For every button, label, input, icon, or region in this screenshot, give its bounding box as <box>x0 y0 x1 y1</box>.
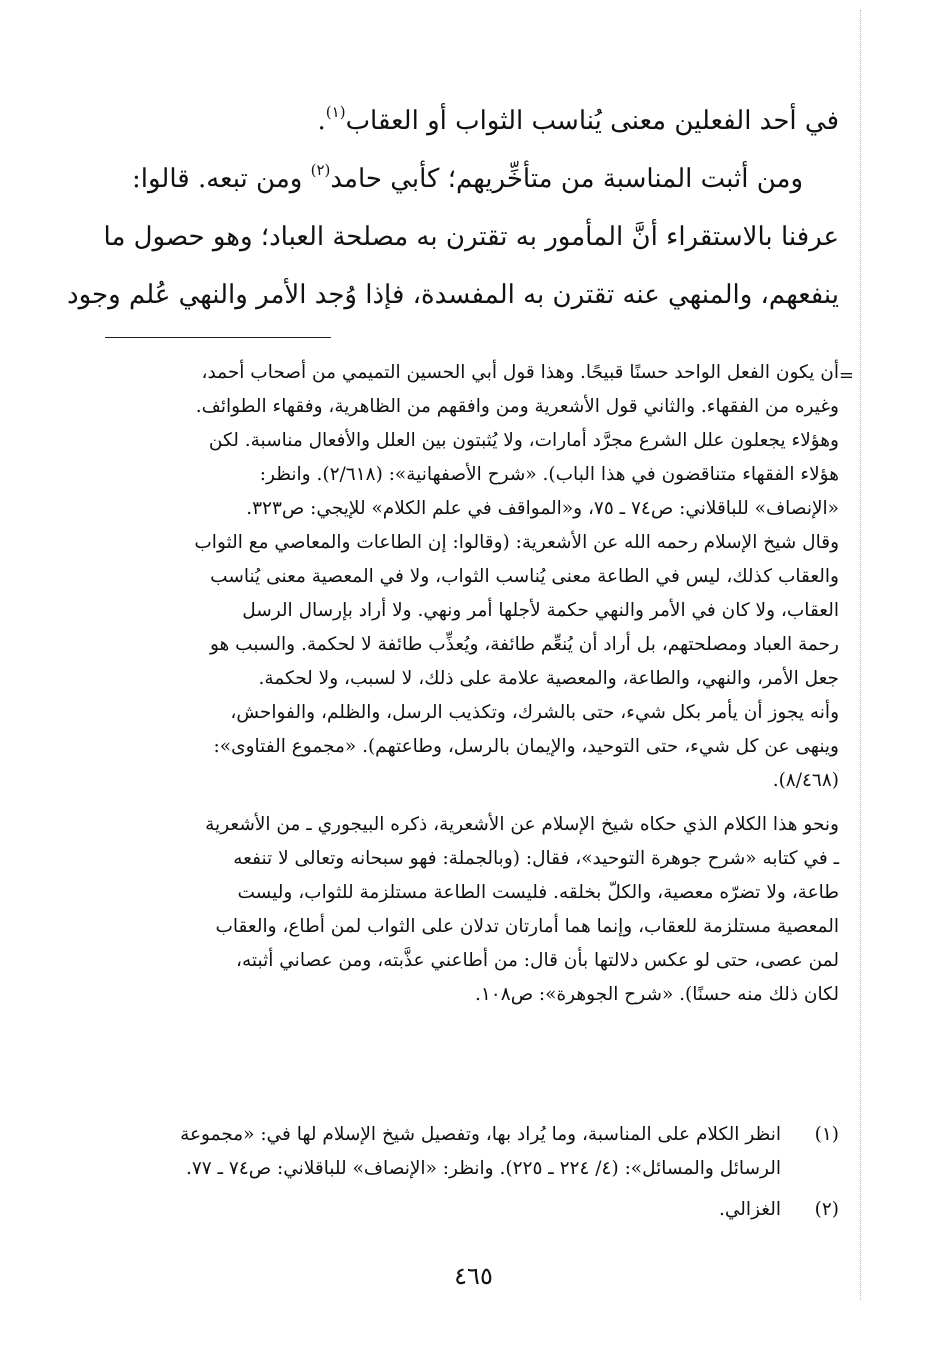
footnote-line: الغزالي. <box>719 1199 781 1220</box>
note-line: (٨/٤٦٨). <box>772 770 839 791</box>
note-line: وهؤلاء يجعلون علل الشرع مجرَّد أمارات، ولا يُثبتون بين العلل والأفعال مناسبة. لكن <box>208 430 839 451</box>
note-line: ونحو هذا الكلام الذي حكاه شيخ الإسلام عن الأشعرية، ذكره البيجوري ـ من الأشعرية <box>205 814 839 835</box>
note-line: العقاب، ولا كان في الأمر والنهي حكمة لأجلها أمر ونهي. ولا أراد بإرسال الرسل <box>242 600 839 621</box>
main-line-4: ينفعهم، والمنهي عنه تقترن به المفسدة، فإذا وُجد الأمر والنهي عُلم وجود <box>67 280 839 310</box>
footnote-number: (٢) <box>814 1199 839 1220</box>
note-line: لكان ذلك منه حسنًا). «شرح الجوهرة»: ص١٠٨. <box>474 984 839 1005</box>
note-line: وينهى عن كل شيء، حتى التوحيد، والإيمان بالرسل، وطاعتهم). «مجموع الفتاوى»: <box>213 736 839 757</box>
main-line-1: في أحد الفعلين معنى يُناسب الثواب أو العقاب$^{(١)}$. <box>317 103 839 136</box>
note-line: والعقاب كذلك، ليس في الطاعة معنى يُناسب الثواب، ولا في المعصية معنى يُناسب <box>210 566 839 587</box>
note-line: هؤلاء الفقهاء متناقضون في هذا الباب). «شرح الأصفهانية»: (٢/٦١٨). وانظر: <box>259 464 839 485</box>
footnote-ref-2[interactable]: (٢) <box>310 161 331 179</box>
footnote-line: الرسائل والمسائل»: (٤/ ٢٢٤ ـ ٢٢٥). وانظر: «الإنصاف» للباقلاني: ص٧٤ ـ ٧٧. <box>185 1158 781 1179</box>
footnote-ref-1[interactable]: (١) <box>325 103 346 121</box>
note-line: المعصية مستلزمة للعقاب، وإنما هما أمارتان تدلان على الثواب لمن أطاع، والعقاب <box>215 916 839 937</box>
note-line: لمن عصى، حتى لو عكس دلالتها بأن قال: من أطاعني عذَّبته، ومن عصاني أثبته، <box>236 950 839 971</box>
note-line: وقال شيخ الإسلام رحمه الله عن الأشعرية: (وقالوا: إن الطاعات والمعاصي مع الثواب <box>194 532 839 553</box>
footnote-1 <box>126 1118 839 1186</box>
footnote-2 <box>126 1193 839 1227</box>
main-text <box>67 92 839 324</box>
note-line: طاعة، ولا تضرّه معصية، والكلّ بخلقه. فليست الطاعة مستلزمة للثواب، وليست <box>237 882 839 903</box>
main-line-3: عرفنا بالاستقراء أنَّ المأمور به تقترن به مصلحة العباد؛ وهو حصول ما <box>103 222 839 252</box>
footnote-separator <box>105 337 331 338</box>
note-line: جعل الأمر، والنهي، والطاعة، والمعصية علامة على ذلك، لا لسبب، ولا لحكمة. <box>258 668 839 689</box>
note-line: أن يكون الفعل الواحد حسنًا قبيحًا. وهذا قول أبي الحسين التميمي من أصحاب أحمد، <box>201 362 839 383</box>
footnote-continuation <box>126 356 839 1012</box>
page-number: ٤٦٥ <box>454 1262 493 1290</box>
note-line: ـ في كتابه «شرح جوهرة التوحيد»، فقال: (وبالجملة: فهو سبحانه وتعالى لا تنفعه <box>233 848 839 869</box>
main-line-2: ومن أثبت المناسبة من متأخِّريهم؛ كأبي حامد$^{(٢)}$ ومن تبعه. قالوا: <box>132 161 803 194</box>
continuation-mark: = <box>838 365 854 386</box>
note-line: رحمة العباد ومصلحتهم، بل أراد أن يُنعِّم طائفة، ويُعذِّب طائفة لا لحكمة. والسبب هو <box>209 634 839 655</box>
footnote-line: انظر الكلام على المناسبة، وما يُراد بها، وتفصيل شيخ الإسلام لها في: «مجموعة <box>180 1124 781 1145</box>
footnote-number: (١) <box>814 1124 839 1145</box>
note-line: «الإنصاف» للباقلاني: ص٧٤ ـ ٧٥، و«المواقف في علم الكلام» للإيجي: ص٣٢٣. <box>246 498 839 519</box>
note-line: وغيره من الفقهاء. والثاني قول الأشعرية ومن وافقهم من الظاهرية، وفقهاء الطوائف. <box>195 396 839 417</box>
scan-edge-line <box>860 10 861 1300</box>
note-line: وأنه يجوز أن يأمر بكل شيء، حتى بالشرك، وتكذيب الرسل، والظلم، والفواحش، <box>230 702 839 723</box>
